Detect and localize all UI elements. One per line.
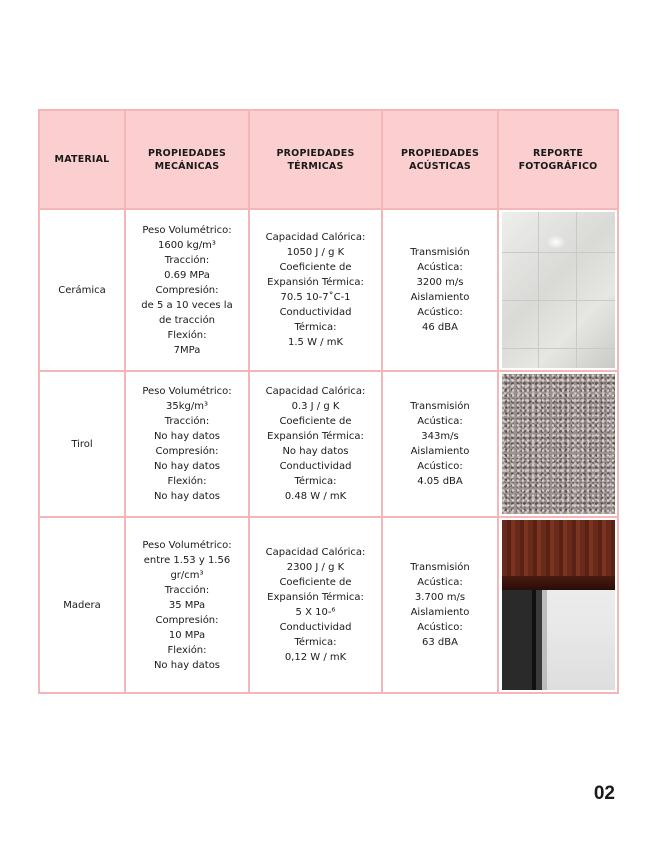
page-number: 02 (593, 783, 615, 804)
wood-panel-ceiling (502, 520, 615, 590)
properties-table (38, 109, 619, 694)
photo-cell (498, 517, 618, 693)
wood-ceiling-photo (502, 520, 615, 690)
door-frame (542, 590, 547, 690)
mecanicas-cell: Peso Volumétrico: entre 1.53 y 1.56 gr/cm³ Tracción: 35 MPa Compresión: 10 MPa Flexión: No hay datos (125, 517, 249, 693)
termicas-cell: Capacidad Calórica: 0.3 J / g K Coeficiente de Expansión Térmica: No hay datos Conductividad Térmica: 0.48 W / mK (249, 371, 382, 517)
acusticas-cell: Transmisión Acústica: 3200 m/s Aislamiento Acústico: 46 dBA (382, 209, 498, 371)
table-row (39, 517, 618, 693)
header-termicas: PROPIEDADES TÉRMICAS (249, 110, 382, 209)
header-row (39, 110, 618, 209)
material-cell: Cerámica (39, 209, 125, 371)
header-mecanicas: PROPIEDADES MECÁNICAS (125, 110, 249, 209)
photo-cell (498, 209, 618, 371)
table-row (39, 209, 618, 371)
acusticas-cell: Transmisión Acústica: 3.700 m/s Aislamiento Acústico: 63 dBA (382, 517, 498, 693)
photo-cell (498, 371, 618, 517)
material-cell: Tirol (39, 371, 125, 517)
material-cell: Madera (39, 517, 125, 693)
ceramic-tile-photo (502, 212, 615, 368)
tirol-texture-photo (502, 374, 615, 514)
termicas-cell: Capacidad Calórica: 2300 J / g K Coeficiente de Expansión Térmica: 5 X 10-⁶ Conductividad Térmica: 0,12 W / mK (249, 517, 382, 693)
header-fotografico: REPORTE FOTOGRÁFICO (498, 110, 618, 209)
table-row (39, 371, 618, 517)
mecanicas-cell: Peso Volumétrico: 35kg/m³ Tracción: No hay datos Compresión: No hay datos Flexión: No hay datos (125, 371, 249, 517)
acusticas-cell: Transmisión Acústica: 343m/s Aislamiento Acústico: 4.05 dBA (382, 371, 498, 517)
dark-door (502, 590, 542, 690)
header-acusticas: PROPIEDADES ACÚSTICAS (382, 110, 498, 209)
termicas-cell: Capacidad Calórica: 1050 J / g K Coeficiente de Expansión Térmica: 70.5 10-7˚C-1 Conductividad Térmica: 1.5 W / mK (249, 209, 382, 371)
mecanicas-cell: Peso Volumétrico: 1600 kg/m³ Tracción: 0.69 MPa Compresión: de 5 a 10 veces la de tracción Flexión: 7MPa (125, 209, 249, 371)
header-material: MATERIAL (39, 110, 125, 209)
